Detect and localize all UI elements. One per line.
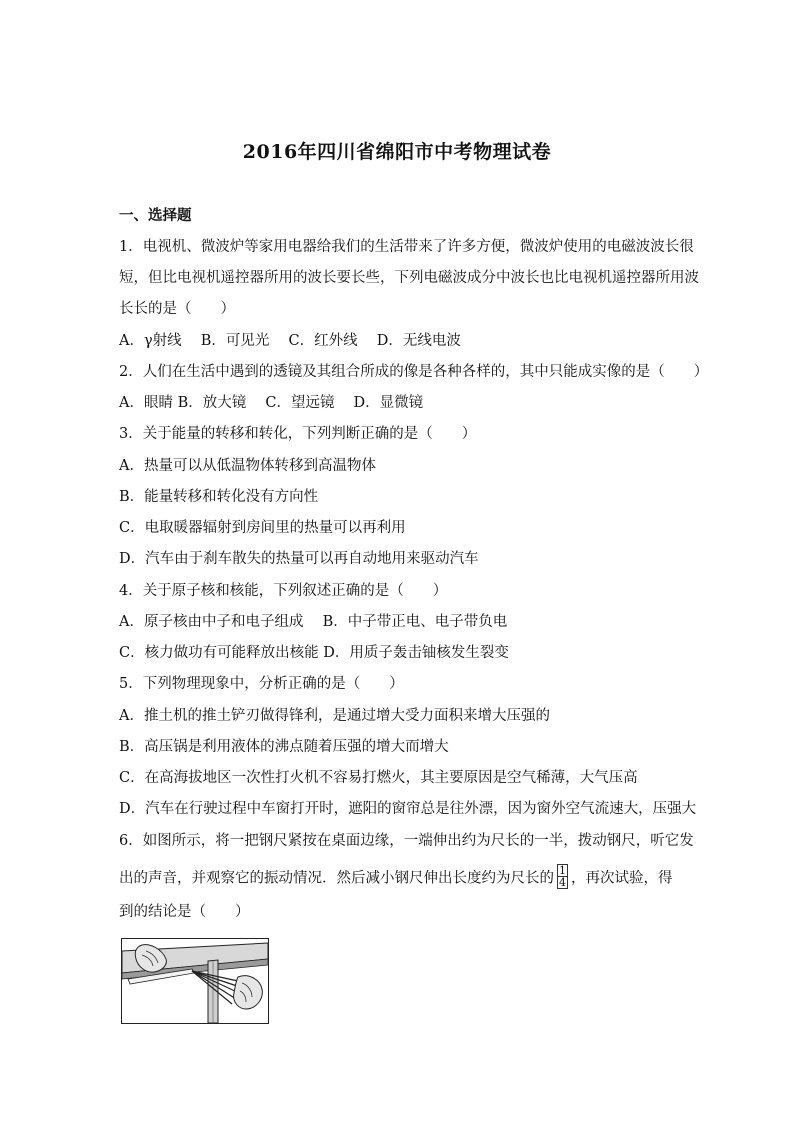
question-1-options: A．γ射线 B．可见光 C．红外线 D．无线电波 — [119, 333, 461, 349]
fraction-numerator: 1 — [559, 864, 566, 877]
question-3-option-a: A．热量可以从低温物体转移到高温物体 — [119, 458, 376, 474]
fraction-denominator: 4 — [559, 876, 566, 889]
question-4-options-cd: C．核力做功有可能释放出核能 D．用质子轰击铀核发生裂变 — [119, 645, 509, 661]
question-3-option-d: D．汽车由于刹车散失的热量可以再自动地用来驱动汽车 — [119, 551, 479, 567]
question-3-option-c: C．电取暖器辐射到房间里的热量可以再利用 — [119, 520, 406, 536]
question-6-line-2 — [119, 866, 673, 891]
question-1-line-3: 长长的是（ ） — [119, 301, 235, 317]
ruler-on-table-figure — [121, 938, 269, 1024]
question-6-line-2-start: 出的声音，并观察它的振动情况．然后减小钢尺伸出长度约为尺长的 — [119, 870, 554, 887]
fraction-one-quarter — [557, 864, 568, 889]
question-5-option-d: D．汽车在行驶过程中车窗打开时，遮阳的窗帘总是往外漂，因为窗外空气流速大，压强大 — [119, 801, 697, 817]
page-title: 2016年四川省绵阳市中考物理试卷 — [242, 141, 552, 163]
question-6-line-1: 6．如图所示，将一把钢尺紧按在桌面边缘，一端伸出约为尺长的一半，拨动钢尺，听它发 — [119, 833, 694, 849]
question-4-options-ab: A．原子核由中子和电子组成 B．中子带正电、电子带负电 — [119, 614, 508, 630]
section-heading: 一、选择题 — [119, 207, 192, 224]
question-1-line-1: 1．电视机、微波炉等家用电器给我们的生活带来了许多方便，微波炉使用的电磁波波长很 — [119, 239, 694, 255]
question-2-stem: 2．人们在生活中遇到的透镜及其组合所成的像是各种各样的，其中只能成实像的是（ ） — [119, 364, 709, 380]
question-3-stem: 3．关于能量的转移和转化，下列判断正确的是（ ） — [119, 426, 477, 442]
question-2-options: A．眼睛 B．放大镜 C．望远镜 D．显微镜 — [119, 395, 424, 411]
question-1-line-2: 短，但比电视机遥控器所用的波长要长些，下列电磁波成分中波长也比电视机遥控器所用波 — [119, 270, 699, 286]
question-6-line-2-end: ，再次试验，得 — [571, 870, 673, 887]
question-6-line-3: 到的结论是（ ） — [119, 904, 250, 920]
ruler-vibration-illustration — [122, 939, 268, 1023]
question-5-option-a: A．推土机的推土铲刃做得锋利，是通过增大受力面积来增大压强的 — [119, 708, 550, 724]
question-5-option-c: C．在高海拔地区一次性打火机不容易打燃火，其主要原因是空气稀薄，大气压高 — [119, 770, 638, 786]
question-3-option-b: B．能量转移和转化没有方向性 — [119, 489, 319, 505]
question-4-stem: 4．关于原子核和核能，下列叙述正确的是（ ） — [119, 583, 448, 599]
question-5-stem: 5．下列物理现象中，分析正确的是（ ） — [119, 676, 404, 692]
question-5-option-b: B．高压锅是利用液体的沸点随着压强的增大而增大 — [119, 739, 449, 755]
